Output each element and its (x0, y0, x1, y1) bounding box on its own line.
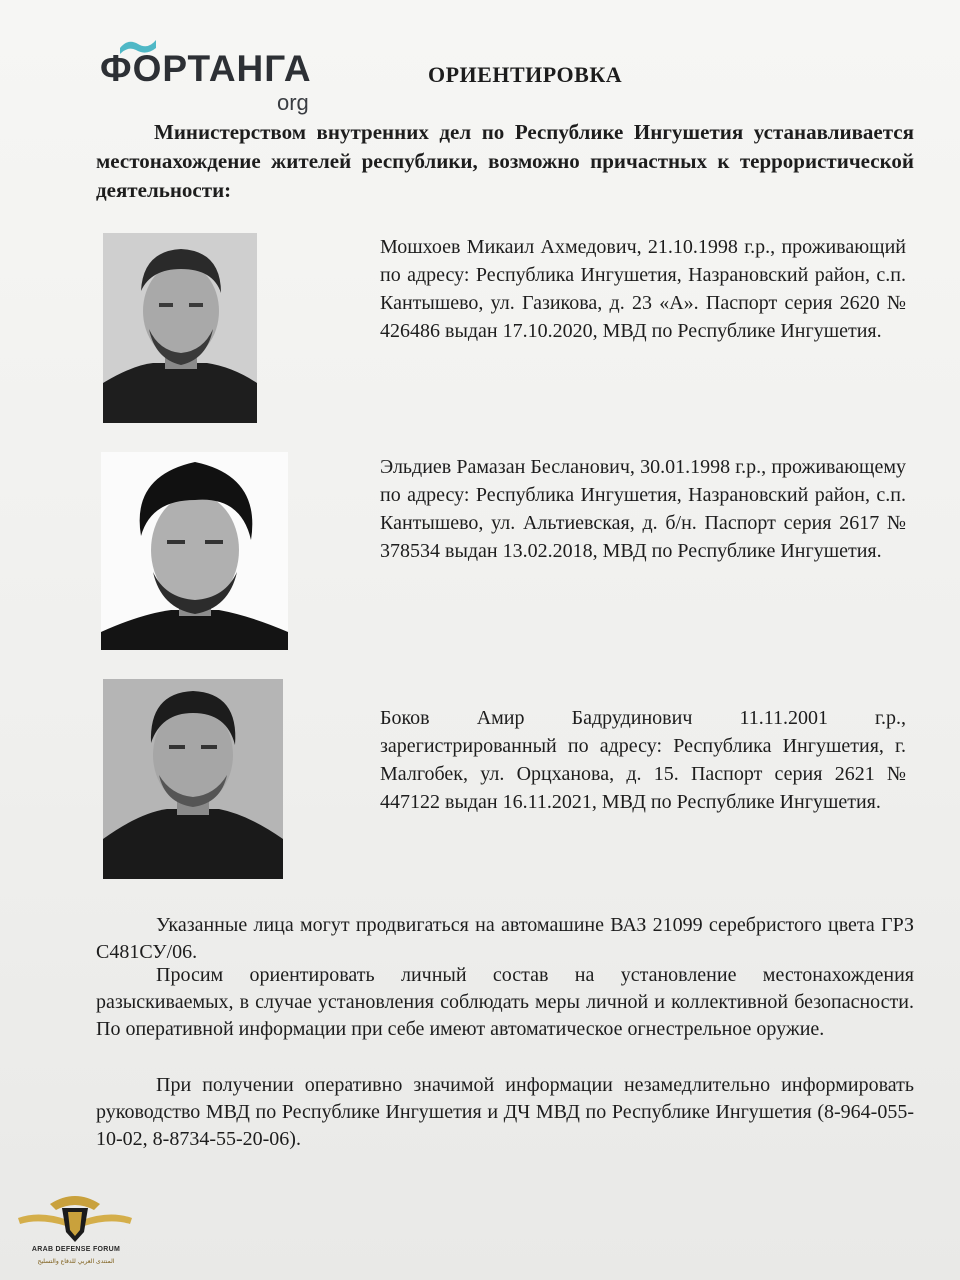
person-3-details: Боков Амир Бадрудинович 11.11.2001 г.р., зарегистрированный по адресу: Республика Ингушетия, г. Малгобек, ул. Орцханова, д. 15. Паспорт серия 2621 № 447122 выдан 16.11.2021, МВД по Республике Ингушетия. (380, 707, 906, 813)
document-title: ОРИЕНТИРОВКА (428, 62, 623, 87)
contact-paragraph: При получении оперативно значимой информации незамедлительно информировать руководство МВД по Республике Ингушетия и ДЧ МВД по Республике Ингушетия (8-964-055-10-02, 8-8734-55-20-06). (96, 1074, 914, 1150)
watermark-subtext: المنتدى العربي للدفاع والتسليح (37, 1258, 115, 1265)
vehicle-paragraph: Указанные лица могут продвигаться на автомашине ВАЗ 21099 серебристого цвета ГРЗ С481СУ/06. (96, 914, 914, 963)
person-1-details: Мошхоев Микаил Ахмедович, 21.10.1998 г.р., проживающий по адресу: Республика Ингушетия, Назрановский район, с.п. Кантышево, ул. Газикова, д. 23 «А». Паспорт серия 2620 № 426486 выдан 17.10.2020, МВД по Республике Ингушетия. (380, 236, 906, 342)
person-photo-3 (103, 679, 283, 879)
safety-paragraph: Просим ориентировать личный состав на установление местонахождения разыскиваемых, в случае установления соблюдать меры личной и коллективной безопасности. По оперативной информации при себе имеют автоматическое огнестрельное оружие. (96, 964, 914, 1040)
person-2-details: Эльдиев Рамазан Бесланович, 30.01.1998 г.р., проживающему по адресу: Республика Ингушетия, Назрановский район, с.п. Кантышево, ул. Альтиевская, д. б/н. Паспорт серия 2617 № 378534 выдан 13.02.2018, МВД по Республике Ингушетия. (380, 456, 906, 562)
person-photo-1 (103, 233, 257, 423)
fortanga-logo[interactable] (100, 34, 330, 114)
intro-paragraph: Министерством внутренних дел по Республике Ингушетия устанавливается местонахождение жителей республики, возможно причастных к террористической деятельности: (96, 120, 914, 202)
watermark-text: ARAB DEFENSE FORUM (31, 1246, 121, 1253)
logo-brand: ФОРТАНГА (100, 48, 312, 89)
forum-watermark (6, 1190, 136, 1278)
logo-tld: org (277, 90, 309, 115)
watermark-emblem-icon (10, 1190, 140, 1250)
person-photo-2 (101, 452, 288, 650)
